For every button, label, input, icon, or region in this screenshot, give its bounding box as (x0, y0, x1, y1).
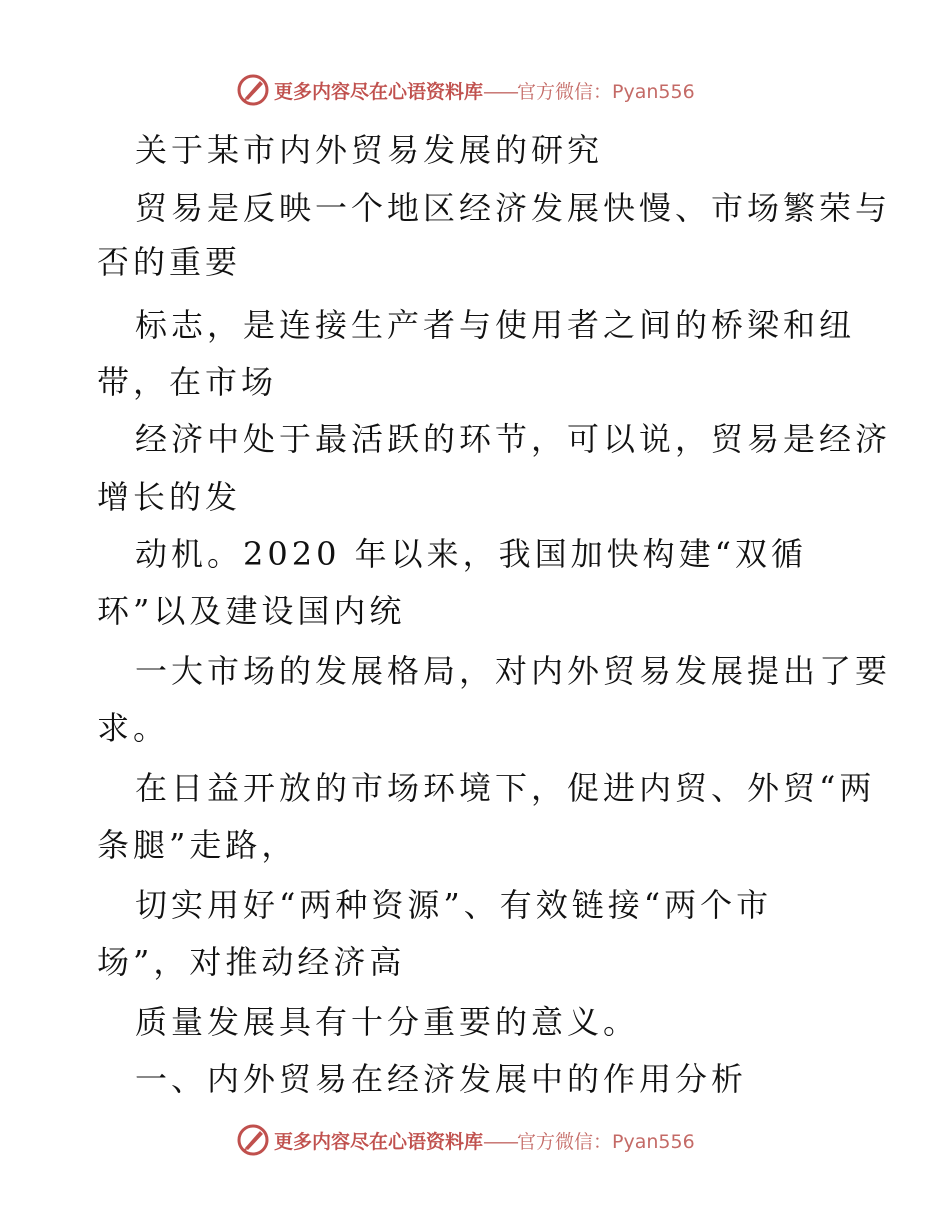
watermark-wechat-label: 官方微信： (517, 1130, 613, 1153)
paragraph-line: 经济中处于最活跃的环节，可以说，贸易是经济 (135, 420, 892, 458)
section-heading: 一、内外贸易在经济发展中的作用分析 (135, 1060, 748, 1098)
paragraph-line: 在日益开放的市场环境下，促进内贸、外贸“两 (135, 769, 876, 807)
header-watermark (236, 73, 695, 107)
paragraph-line: 切实用好“两种资源”、有效链接“两个市 (135, 886, 773, 924)
watermark-site: 更多内容尽在心语资料库 (274, 80, 484, 103)
watermark-site: 更多内容尽在心语资料库 (274, 1130, 484, 1153)
paragraph-line: 标志，是连接生产者与使用者之间的桥梁和纽 (135, 306, 856, 344)
watermark-wechat-id: Pyan556 (612, 80, 695, 103)
quill-logo-icon (236, 1123, 270, 1157)
paragraph-line: 求。 (97, 709, 170, 747)
paragraph-line: 条腿”走路， (97, 826, 298, 864)
watermark-separator: —— (483, 80, 518, 103)
document-title: 关于某市内外贸易发展的研究 (135, 131, 604, 169)
paragraph-line: 否的重要 (97, 243, 242, 281)
quill-logo-icon (236, 73, 270, 107)
paragraph-line: 一大市场的发展格局，对内外贸易发展提出了要 (135, 652, 892, 690)
watermark-wechat-label: 官方微信： (517, 80, 613, 103)
footer-watermark (236, 1123, 695, 1157)
paragraph-line: 增长的发 (97, 478, 242, 516)
paragraph-line: 环”以及建设国内统 (97, 592, 406, 630)
paragraph-line: 场”，对推动经济高 (97, 943, 406, 981)
paragraph-line: 动机。2020 年以来，我国加快构建“双循 (135, 535, 807, 573)
paragraph-line: 质量发展具有十分重要的意义。 (135, 1003, 640, 1041)
paragraph-line: 带，在市场 (97, 363, 278, 401)
watermark-text (274, 77, 695, 104)
paragraph-line: 贸易是反映一个地区经济发展快慢、市场繁荣与 (135, 189, 892, 227)
watermark-separator: —— (483, 1130, 518, 1153)
watermark-wechat-id: Pyan556 (612, 1130, 695, 1153)
watermark-text (274, 1127, 695, 1154)
